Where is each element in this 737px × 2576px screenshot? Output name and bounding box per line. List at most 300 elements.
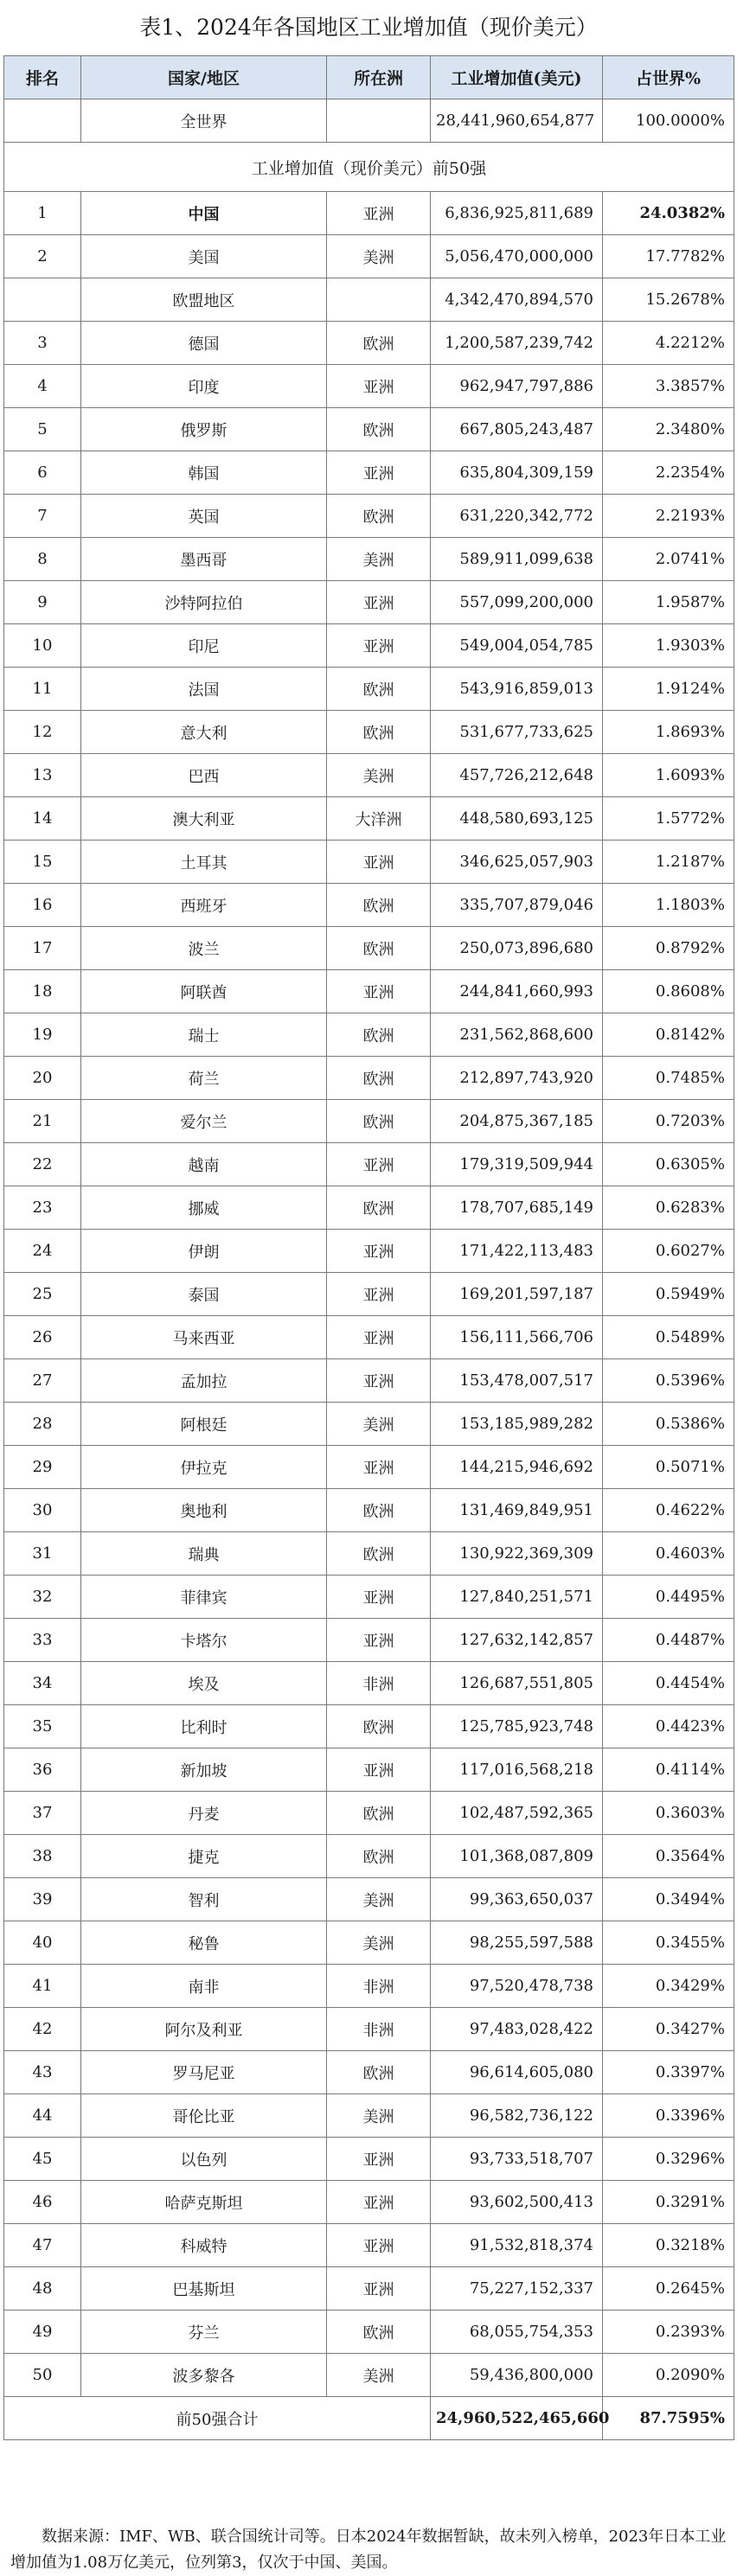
country-cell: 埃及 xyxy=(81,1662,327,1705)
share-cell: 0.5949% xyxy=(603,1273,734,1316)
table-row xyxy=(4,711,734,754)
continent-cell: 欧洲 xyxy=(327,1835,431,1878)
country-cell: 巴西 xyxy=(81,754,327,797)
continent-cell: 美洲 xyxy=(327,538,431,581)
total-row xyxy=(4,2397,734,2440)
rank-cell: 32 xyxy=(4,1576,81,1619)
table-row xyxy=(4,1013,734,1057)
share-cell: 24.0382% xyxy=(603,192,734,235)
rank-cell: 15 xyxy=(4,841,81,884)
total-name: 前50强合计 xyxy=(4,2397,431,2440)
share-cell: 0.3218% xyxy=(603,2224,734,2267)
country-cell: 沙特阿拉伯 xyxy=(81,581,327,624)
share-cell: 0.6283% xyxy=(603,1186,734,1230)
continent-cell: 欧洲 xyxy=(327,1057,431,1100)
table-row xyxy=(4,2224,734,2267)
continent-cell: 亚洲 xyxy=(327,841,431,884)
table-row xyxy=(4,1489,734,1532)
value-cell: 169,201,597,187 xyxy=(431,1273,603,1316)
value-cell: 156,111,566,706 xyxy=(431,1316,603,1359)
total-value: 24,960,522,465,660 xyxy=(431,2397,603,2440)
share-cell: 1.2187% xyxy=(603,841,734,884)
country-cell: 芬兰 xyxy=(81,2311,327,2354)
value-cell: 153,478,007,517 xyxy=(431,1359,603,1403)
country-cell: 秘鲁 xyxy=(81,1921,327,1965)
share-cell: 0.3427% xyxy=(603,2008,734,2051)
rank-cell: 34 xyxy=(4,1662,81,1705)
country-cell: 法国 xyxy=(81,668,327,711)
continent-cell: 亚洲 xyxy=(327,1576,431,1619)
continent-cell: 欧洲 xyxy=(327,495,431,538)
table-row xyxy=(4,1792,734,1835)
value-cell: 531,677,733,625 xyxy=(431,711,603,754)
country-cell: 澳大利亚 xyxy=(81,797,327,841)
continent-cell: 欧洲 xyxy=(327,668,431,711)
rank-cell: 41 xyxy=(4,1965,81,2008)
value-cell: 91,532,818,374 xyxy=(431,2224,603,2267)
value-cell: 1,200,587,239,742 xyxy=(431,322,603,365)
table-row xyxy=(4,2008,734,2051)
continent-cell: 非洲 xyxy=(327,1662,431,1705)
table-row xyxy=(4,365,734,408)
table-title: 表1、2024年各国地区工业增加值（现价美元） xyxy=(139,15,598,40)
value-cell: 59,436,800,000 xyxy=(431,2354,603,2397)
value-cell: 244,841,660,993 xyxy=(431,970,603,1013)
continent-cell: 亚洲 xyxy=(327,2138,431,2181)
country-cell: 孟加拉 xyxy=(81,1359,327,1403)
rank-cell: 42 xyxy=(4,2008,81,2051)
country-cell: 阿根廷 xyxy=(81,1403,327,1446)
country-cell: 瑞典 xyxy=(81,1532,327,1576)
rank-cell: 14 xyxy=(4,797,81,841)
share-cell: 15.2678% xyxy=(603,278,734,322)
value-cell: 127,632,142,857 xyxy=(431,1619,603,1662)
table-row xyxy=(4,1619,734,1662)
rank-cell: 28 xyxy=(4,1403,81,1446)
country-cell: 越南 xyxy=(81,1143,327,1186)
rank-cell: 44 xyxy=(4,2094,81,2138)
world-value: 28,441,960,654,877 xyxy=(431,99,603,143)
country-cell: 英国 xyxy=(81,495,327,538)
continent-cell xyxy=(327,278,431,322)
country-cell: 科威特 xyxy=(81,2224,327,2267)
table-row xyxy=(4,1532,734,1576)
value-cell: 153,185,989,282 xyxy=(431,1403,603,1446)
continent-cell: 亚洲 xyxy=(327,2224,431,2267)
country-cell: 南非 xyxy=(81,1965,327,2008)
continent-cell: 非洲 xyxy=(327,1965,431,2008)
share-cell: 0.2393% xyxy=(603,2311,734,2354)
share-cell: 1.9587% xyxy=(603,581,734,624)
country-cell: 波兰 xyxy=(81,927,327,970)
rank-cell: 43 xyxy=(4,2051,81,2094)
value-cell: 130,922,369,309 xyxy=(431,1532,603,1576)
table-row xyxy=(4,841,734,884)
value-cell: 557,099,200,000 xyxy=(431,581,603,624)
country-cell: 意大利 xyxy=(81,711,327,754)
share-cell: 0.2090% xyxy=(603,2354,734,2397)
value-cell: 144,215,946,692 xyxy=(431,1446,603,1489)
continent-cell: 亚洲 xyxy=(327,624,431,668)
value-cell: 125,785,923,748 xyxy=(431,1705,603,1748)
value-cell: 589,911,099,638 xyxy=(431,538,603,581)
country-cell: 捷克 xyxy=(81,1835,327,1878)
rank-cell: 1 xyxy=(4,192,81,235)
share-cell: 1.1803% xyxy=(603,884,734,927)
table-row xyxy=(4,1273,734,1316)
value-cell: 117,016,568,218 xyxy=(431,1748,603,1792)
continent-cell: 亚洲 xyxy=(327,581,431,624)
world-row xyxy=(4,99,734,143)
share-cell: 0.3291% xyxy=(603,2181,734,2224)
value-cell: 97,483,028,422 xyxy=(431,2008,603,2051)
value-cell: 99,363,650,037 xyxy=(431,1878,603,1921)
value-cell: 631,220,342,772 xyxy=(431,495,603,538)
country-cell: 新加坡 xyxy=(81,1748,327,1792)
country-cell: 墨西哥 xyxy=(81,538,327,581)
country-cell: 哥伦比亚 xyxy=(81,2094,327,2138)
world-continent xyxy=(327,99,431,143)
continent-cell: 亚洲 xyxy=(327,970,431,1013)
table-row xyxy=(4,624,734,668)
header-continent: 所在洲 xyxy=(327,56,431,99)
continent-cell: 欧洲 xyxy=(327,884,431,927)
country-cell: 丹麦 xyxy=(81,1792,327,1835)
table-row xyxy=(4,1186,734,1230)
country-cell: 阿联酋 xyxy=(81,970,327,1013)
share-cell: 0.4495% xyxy=(603,1576,734,1619)
continent-cell: 欧洲 xyxy=(327,1489,431,1532)
industry-value-table xyxy=(3,55,734,2440)
country-cell: 瑞士 xyxy=(81,1013,327,1057)
rank-cell: 21 xyxy=(4,1100,81,1143)
rank-cell: 25 xyxy=(4,1273,81,1316)
rank-cell: 27 xyxy=(4,1359,81,1403)
continent-cell: 美洲 xyxy=(327,235,431,278)
table-row xyxy=(4,1446,734,1489)
source-text: 数据来源：IMF、WB、联合国统计司等。日本2024年数据暂缺，故未列入榜单，2023年日本工业增加值为1.08万亿美元，位列第3，仅次于中国、美国。 xyxy=(10,2528,727,2572)
rank-cell: 20 xyxy=(4,1057,81,1100)
table-row xyxy=(4,927,734,970)
continent-cell: 亚洲 xyxy=(327,1230,431,1273)
section-label: 工业增加值（现价美元）前50强 xyxy=(4,143,734,192)
total-share: 87.7595% xyxy=(603,2397,734,2440)
continent-cell: 亚洲 xyxy=(327,1748,431,1792)
value-cell: 93,733,518,707 xyxy=(431,2138,603,2181)
country-cell: 以色列 xyxy=(81,2138,327,2181)
value-cell: 5,056,470,000,000 xyxy=(431,235,603,278)
country-cell: 俄罗斯 xyxy=(81,408,327,451)
country-cell: 荷兰 xyxy=(81,1057,327,1100)
rank-cell: 40 xyxy=(4,1921,81,1965)
rank-cell: 48 xyxy=(4,2267,81,2311)
share-cell: 4.2212% xyxy=(603,322,734,365)
value-cell: 667,805,243,487 xyxy=(431,408,603,451)
table-row xyxy=(4,1143,734,1186)
rank-cell: 49 xyxy=(4,2311,81,2354)
header-row xyxy=(4,56,734,99)
table-row xyxy=(4,1662,734,1705)
rank-cell: 37 xyxy=(4,1792,81,1835)
rank-cell: 39 xyxy=(4,1878,81,1921)
continent-cell: 亚洲 xyxy=(327,1446,431,1489)
share-cell: 0.3564% xyxy=(603,1835,734,1878)
rank-cell: 35 xyxy=(4,1705,81,1748)
continent-cell: 欧洲 xyxy=(327,322,431,365)
continent-cell: 欧洲 xyxy=(327,1186,431,1230)
share-cell: 0.3603% xyxy=(603,1792,734,1835)
rank-cell: 24 xyxy=(4,1230,81,1273)
share-cell: 2.2193% xyxy=(603,495,734,538)
country-cell: 伊拉克 xyxy=(81,1446,327,1489)
share-cell: 0.3396% xyxy=(603,2094,734,2138)
source-note xyxy=(3,2524,734,2572)
rank-cell: 38 xyxy=(4,1835,81,1878)
continent-cell: 亚洲 xyxy=(327,1619,431,1662)
country-cell: 阿尔及利亚 xyxy=(81,2008,327,2051)
continent-cell: 欧洲 xyxy=(327,1100,431,1143)
country-cell: 印度 xyxy=(81,365,327,408)
continent-cell: 美洲 xyxy=(327,1921,431,1965)
header-share: 占世界% xyxy=(603,56,734,99)
value-cell: 98,255,597,588 xyxy=(431,1921,603,1965)
share-cell: 0.2645% xyxy=(603,2267,734,2311)
table-row xyxy=(4,1230,734,1273)
continent-cell: 亚洲 xyxy=(327,192,431,235)
country-cell: 美国 xyxy=(81,235,327,278)
continent-cell: 亚洲 xyxy=(327,1273,431,1316)
country-cell: 比利时 xyxy=(81,1705,327,1748)
rank-cell: 11 xyxy=(4,668,81,711)
share-cell: 0.3494% xyxy=(603,1878,734,1921)
value-cell: 96,614,605,080 xyxy=(431,2051,603,2094)
rank-cell xyxy=(4,278,81,322)
share-cell: 0.5386% xyxy=(603,1403,734,1446)
share-cell: 0.3296% xyxy=(603,2138,734,2181)
value-cell: 457,726,212,648 xyxy=(431,754,603,797)
value-cell: 4,342,470,894,570 xyxy=(431,278,603,322)
country-cell: 智利 xyxy=(81,1878,327,1921)
rank-cell: 2 xyxy=(4,235,81,278)
value-cell: 6,836,925,811,689 xyxy=(431,192,603,235)
rank-cell: 5 xyxy=(4,408,81,451)
share-cell: 1.9303% xyxy=(603,624,734,668)
country-cell: 罗马尼亚 xyxy=(81,2051,327,2094)
share-cell: 1.9124% xyxy=(603,668,734,711)
country-cell: 波多黎各 xyxy=(81,2354,327,2397)
share-cell: 0.4622% xyxy=(603,1489,734,1532)
table-row xyxy=(4,884,734,927)
continent-cell: 亚洲 xyxy=(327,1143,431,1186)
share-cell: 0.5396% xyxy=(603,1359,734,1403)
rank-cell: 8 xyxy=(4,538,81,581)
table-row xyxy=(4,1100,734,1143)
continent-cell: 大洋洲 xyxy=(327,797,431,841)
value-cell: 250,073,896,680 xyxy=(431,927,603,970)
table-row xyxy=(4,1316,734,1359)
value-cell: 178,707,685,149 xyxy=(431,1186,603,1230)
rank-cell: 36 xyxy=(4,1748,81,1792)
share-cell: 0.4454% xyxy=(603,1662,734,1705)
country-cell: 泰国 xyxy=(81,1273,327,1316)
continent-cell: 欧洲 xyxy=(327,408,431,451)
value-cell: 962,947,797,886 xyxy=(431,365,603,408)
value-cell: 549,004,054,785 xyxy=(431,624,603,668)
share-cell: 0.6027% xyxy=(603,1230,734,1273)
share-cell: 0.4487% xyxy=(603,1619,734,1662)
share-cell: 1.6093% xyxy=(603,754,734,797)
value-cell: 204,875,367,185 xyxy=(431,1100,603,1143)
country-cell: 挪威 xyxy=(81,1186,327,1230)
share-cell: 2.2354% xyxy=(603,451,734,495)
continent-cell: 美洲 xyxy=(327,754,431,797)
rank-cell: 10 xyxy=(4,624,81,668)
table-row xyxy=(4,322,734,365)
share-cell: 0.7485% xyxy=(603,1057,734,1100)
table-row xyxy=(4,2181,734,2224)
continent-cell: 欧洲 xyxy=(327,1013,431,1057)
table-row xyxy=(4,495,734,538)
value-cell: 635,804,309,159 xyxy=(431,451,603,495)
table-row xyxy=(4,538,734,581)
share-cell: 0.3397% xyxy=(603,2051,734,2094)
rank-cell: 6 xyxy=(4,451,81,495)
continent-cell: 欧洲 xyxy=(327,1792,431,1835)
value-cell: 346,625,057,903 xyxy=(431,841,603,884)
rank-cell: 47 xyxy=(4,2224,81,2267)
world-rank xyxy=(4,99,81,143)
share-cell: 0.4603% xyxy=(603,1532,734,1576)
rank-cell: 46 xyxy=(4,2181,81,2224)
continent-cell: 欧洲 xyxy=(327,927,431,970)
share-cell: 3.3857% xyxy=(603,365,734,408)
value-cell: 171,422,113,483 xyxy=(431,1230,603,1273)
continent-cell: 亚洲 xyxy=(327,1316,431,1359)
world-name: 全世界 xyxy=(81,99,327,143)
country-cell: 卡塔尔 xyxy=(81,1619,327,1662)
share-cell: 0.5489% xyxy=(603,1316,734,1359)
rank-cell: 17 xyxy=(4,927,81,970)
table-row xyxy=(4,1921,734,1965)
country-cell: 德国 xyxy=(81,322,327,365)
continent-cell: 亚洲 xyxy=(327,1359,431,1403)
table-row xyxy=(4,1705,734,1748)
table-row xyxy=(4,2354,734,2397)
header-name: 国家/地区 xyxy=(81,56,327,99)
continent-cell: 非洲 xyxy=(327,2008,431,2051)
rank-cell: 26 xyxy=(4,1316,81,1359)
value-cell: 543,916,859,013 xyxy=(431,668,603,711)
rank-cell: 33 xyxy=(4,1619,81,1662)
share-cell: 2.3480% xyxy=(603,408,734,451)
country-cell: 伊朗 xyxy=(81,1230,327,1273)
continent-cell: 欧洲 xyxy=(327,2051,431,2094)
value-cell: 96,582,736,122 xyxy=(431,2094,603,2138)
rank-cell: 18 xyxy=(4,970,81,1013)
value-cell: 93,602,500,413 xyxy=(431,2181,603,2224)
table-row xyxy=(4,2138,734,2181)
continent-cell: 美洲 xyxy=(327,1878,431,1921)
table-row xyxy=(4,1057,734,1100)
country-cell: 菲律宾 xyxy=(81,1576,327,1619)
table-row xyxy=(4,235,734,278)
value-cell: 131,469,849,951 xyxy=(431,1489,603,1532)
share-cell: 0.7203% xyxy=(603,1100,734,1143)
table-row xyxy=(4,1403,734,1446)
value-cell: 448,580,693,125 xyxy=(431,797,603,841)
share-cell: 1.5772% xyxy=(603,797,734,841)
share-cell: 0.5071% xyxy=(603,1446,734,1489)
table-row xyxy=(4,2051,734,2094)
continent-cell: 亚洲 xyxy=(327,2181,431,2224)
continent-cell: 欧洲 xyxy=(327,2311,431,2354)
country-cell: 欧盟地区 xyxy=(81,278,327,322)
country-cell: 爱尔兰 xyxy=(81,1100,327,1143)
table-row xyxy=(4,581,734,624)
share-cell: 0.8608% xyxy=(603,970,734,1013)
share-cell: 1.8693% xyxy=(603,711,734,754)
continent-cell: 欧洲 xyxy=(327,711,431,754)
continent-cell: 美洲 xyxy=(327,2094,431,2138)
rank-cell: 19 xyxy=(4,1013,81,1057)
rank-cell: 13 xyxy=(4,754,81,797)
table-row xyxy=(4,2094,734,2138)
table-row xyxy=(4,1835,734,1878)
table-row xyxy=(4,2267,734,2311)
table-row xyxy=(4,668,734,711)
table-row xyxy=(4,797,734,841)
value-cell: 101,368,087,809 xyxy=(431,1835,603,1878)
rank-cell: 31 xyxy=(4,1532,81,1576)
continent-cell: 欧洲 xyxy=(327,1705,431,1748)
continent-cell: 美洲 xyxy=(327,2354,431,2397)
share-cell: 0.8142% xyxy=(603,1013,734,1057)
share-cell: 0.3429% xyxy=(603,1965,734,2008)
table-row xyxy=(4,451,734,495)
rank-cell: 16 xyxy=(4,884,81,927)
value-cell: 75,227,152,337 xyxy=(431,2267,603,2311)
rank-cell: 9 xyxy=(4,581,81,624)
value-cell: 97,520,478,738 xyxy=(431,1965,603,2008)
rank-cell: 30 xyxy=(4,1489,81,1532)
table-row xyxy=(4,2311,734,2354)
table-row xyxy=(4,278,734,322)
share-cell: 0.3455% xyxy=(603,1921,734,1965)
rank-cell: 45 xyxy=(4,2138,81,2181)
header-value: 工业增加值(美元) xyxy=(431,56,603,99)
share-cell: 0.4114% xyxy=(603,1748,734,1792)
share-cell: 0.6305% xyxy=(603,1143,734,1186)
value-cell: 102,487,592,365 xyxy=(431,1792,603,1835)
table-row xyxy=(4,1878,734,1921)
value-cell: 179,319,509,944 xyxy=(431,1143,603,1186)
country-cell: 马来西亚 xyxy=(81,1316,327,1359)
rank-cell: 12 xyxy=(4,711,81,754)
table-row xyxy=(4,754,734,797)
table-row xyxy=(4,1576,734,1619)
continent-cell: 亚洲 xyxy=(327,451,431,495)
country-cell: 中国 xyxy=(81,192,327,235)
country-cell: 哈萨克斯坦 xyxy=(81,2181,327,2224)
rank-cell: 7 xyxy=(4,495,81,538)
value-cell: 212,897,743,920 xyxy=(431,1057,603,1100)
table-row xyxy=(4,408,734,451)
continent-cell: 欧洲 xyxy=(327,1532,431,1576)
table-row xyxy=(4,192,734,235)
rank-cell: 22 xyxy=(4,1143,81,1186)
continent-cell: 亚洲 xyxy=(327,365,431,408)
share-cell: 0.8792% xyxy=(603,927,734,970)
